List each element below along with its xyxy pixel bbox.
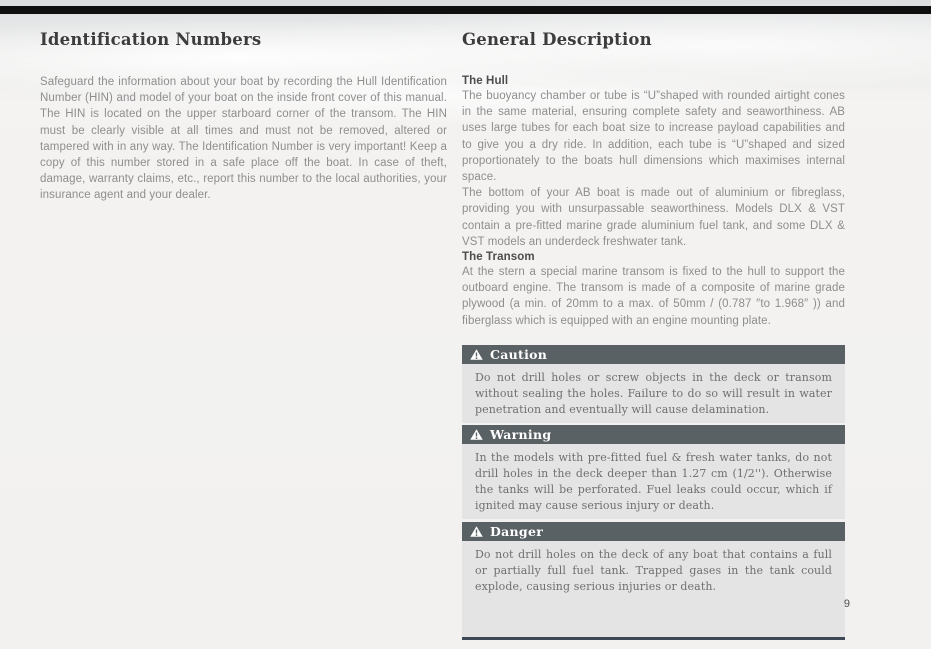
warning-header (462, 425, 845, 444)
caution-title: Caution (490, 346, 548, 362)
danger-box (462, 522, 845, 640)
top-black-bar (0, 6, 931, 14)
caution-box (462, 345, 845, 423)
right-column (462, 30, 845, 640)
section-heading-identification-numbers: Identification Numbers (40, 30, 262, 49)
warning-triangle-icon (470, 349, 483, 360)
page-number: 9 (843, 598, 850, 610)
left-column (40, 30, 447, 204)
warning-box (462, 425, 845, 519)
subheading-the-hull: The Hull (462, 75, 509, 87)
danger-header (462, 522, 845, 541)
warning-triangle-icon (470, 429, 483, 440)
warning-body-text: In the models with pre-fitted fuel & fresh water tanks, do not drill holes in the deck deeper than 1.27 cm (1/2''). Otherwise the tanks will be perforated. Fuel leaks could occur, which if ignited may cause serious injury or death. (475, 450, 832, 512)
warning-title: Warning (490, 426, 552, 442)
section-heading-general-description: General Description (462, 30, 652, 49)
hull-paragraph-1: The buoyancy chamber or tube is “U”shaped with rounded airtight cones in the same material, ensuring complete safety and seaworthiness. AB uses large tubes for each boat size to increase payload capabilities and to give you a dry ride. In addition, each tube is “U”shaped and sized proportionately to the boats hull dimensions which maximises internal space. (462, 90, 845, 184)
identification-numbers-paragraph: Safeguard the information about your boat by recording the Hull Identification Number (HIN) and model of your boat on the inside front cover of this manual. The HIN is located on the upper starboard corner of the transom. The HIN must be clearly visible at all times and must not be removed, altered or tampered with in any way. The Identification Number is very important! Keep a copy of this number stored in a safe place off the boat. In case of theft, damage, warranty claims, etc., report this number to the local authorities, your insurance agent and your dealer. (40, 76, 447, 202)
warning-triangle-icon (470, 526, 483, 537)
transom-paragraph: At the stern a special marine transom is fixed to the hull to support the outboard engine. The transom is made of a composite of marine grade plywood (a min. of 20mm to a max. of 50mm / (0.787 ″to 1.968″ )) and fiberglass which is equipped with an engine mounting plate. (462, 266, 845, 327)
caution-body-text: Do not drill holes or screw objects in the deck or transom without sealing the holes. Failure to do so will result in water penetration and eventually will cause delamination. (475, 370, 832, 416)
hull-paragraph-2: The bottom of your AB boat is made out of aluminium or fibreglass, providing you with unsurpassable seaworthiness. Models DLX & VST contain a pre-fitted marine grade aluminium fuel tank, and some DLX & VST models an underdeck freshwater tank. (462, 187, 845, 248)
caution-header (462, 345, 845, 364)
subheading-the-transom: The Transom (462, 251, 535, 264)
danger-title: Danger (490, 523, 544, 539)
alert-boxes (462, 345, 845, 640)
danger-body-text: Do not drill holes on the deck of any boat that contains a full or partially full fuel tank. Trapped gases in the tank could explode, causing serious injuries or death. (475, 547, 832, 593)
